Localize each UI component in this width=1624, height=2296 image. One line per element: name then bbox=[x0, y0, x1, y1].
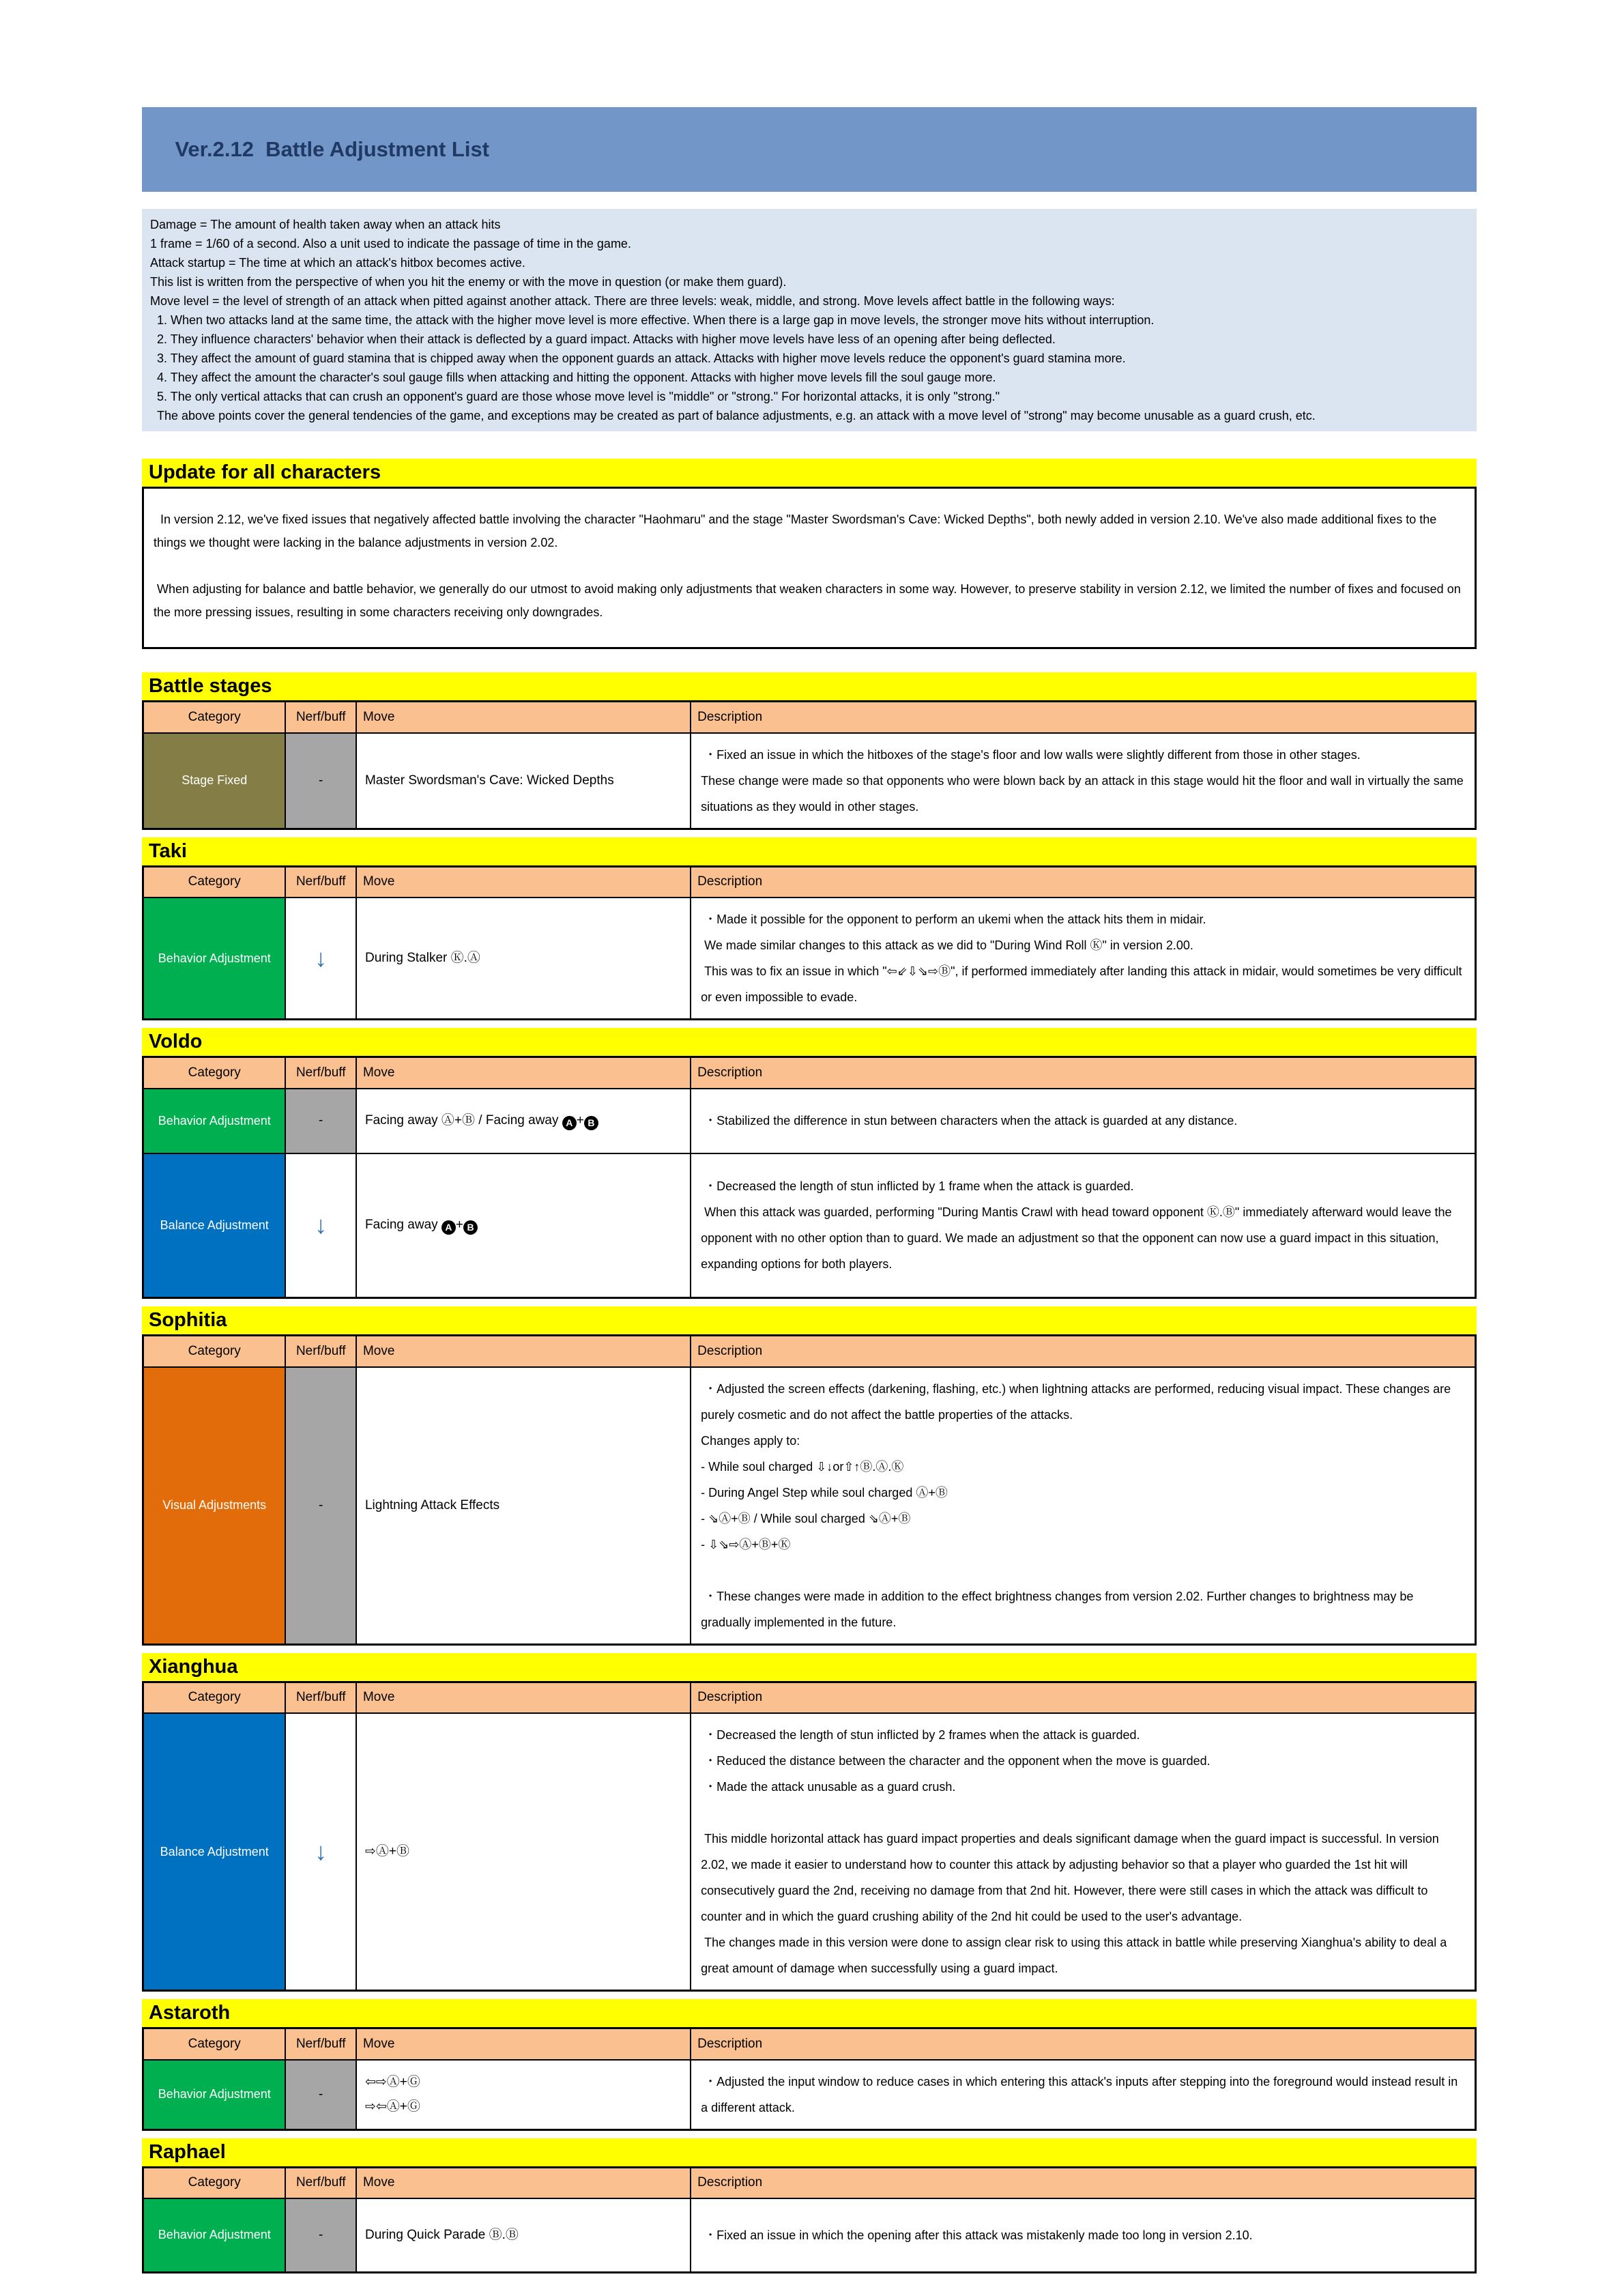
category-cell bbox=[143, 1713, 286, 1991]
column-header-description: Description bbox=[691, 2167, 1475, 2198]
move-cell bbox=[356, 1153, 691, 1298]
description-cell bbox=[691, 1089, 1475, 1153]
column-header-move: Move bbox=[356, 866, 691, 898]
section-taki bbox=[142, 837, 1477, 1021]
column-header-category: Category bbox=[143, 1682, 286, 1713]
table-row bbox=[143, 2060, 1476, 2130]
table-row bbox=[143, 1713, 1476, 1991]
description-line: When this attack was guarded, performing "During Mantis Crawl with head toward opponent Ⓚ.Ⓑ" immediately afterward would leave the opponent with no other option than to guard. We made an adjustment so that the opponent can now use a guard impact in this situation, expanding options for both players. bbox=[701, 1205, 1455, 1272]
table-header-row bbox=[143, 2167, 1476, 2198]
table-header-row bbox=[143, 1682, 1476, 1713]
description-line: ・Adjusted the input window to reduce cases in which entering this attack's inputs after stepping into the foreground would instead result in a different attack. bbox=[701, 2074, 1462, 2114]
description-line: ・Fixed an issue in which the opening after this attack was mistakenly made too long in version 2.10. bbox=[701, 2228, 1253, 2242]
table-row bbox=[143, 733, 1476, 829]
column-header-category: Category bbox=[143, 702, 286, 733]
move-cell bbox=[356, 1089, 691, 1153]
nerf-buff-value: - bbox=[319, 773, 323, 788]
column-header-category: Category bbox=[143, 866, 286, 898]
nerf-buff-value: - bbox=[319, 2227, 323, 2242]
section-sophitia bbox=[142, 1306, 1477, 1646]
intro-line: 3. They affect the amount of guard stamina that is chipped away when the opponent guards an attack. Attacks with higher move levels reduce the opponent's guard stamina more. bbox=[150, 351, 1126, 365]
description-cell bbox=[691, 1153, 1475, 1298]
move-cell bbox=[356, 1367, 691, 1645]
page-title: Ver.2.12 Battle Adjustment List bbox=[175, 137, 490, 161]
down-arrow-icon: ↓ bbox=[315, 1211, 328, 1239]
move-line: During Quick Parade Ⓑ.Ⓑ bbox=[364, 2227, 519, 2242]
table-row bbox=[143, 1367, 1476, 1645]
section-battle-stages bbox=[142, 672, 1477, 830]
section-raphael bbox=[142, 2138, 1477, 2273]
column-header-description: Description bbox=[691, 866, 1475, 898]
column-header-nerf-buff: Nerf/buff bbox=[285, 702, 356, 733]
move-line: Master Swordsman's Cave: Wicked Depths bbox=[364, 773, 614, 788]
category-label: Balance Adjustment bbox=[160, 1218, 269, 1232]
move-line: ⇨⇦Ⓐ+Ⓖ bbox=[364, 2099, 420, 2114]
table-header-row bbox=[143, 2028, 1476, 2060]
title-bar bbox=[142, 107, 1477, 192]
intro-line: 4. They affect the amount the character's soul gauge fills when attacking and hitting the opponent. Attacks with higher move levels fill the soul gauge more. bbox=[150, 371, 996, 384]
column-header-nerf-buff: Nerf/buff bbox=[285, 1057, 356, 1089]
description-line: We made similar changes to this attack as we did to "During Wind Roll Ⓚ" in version 2.00. bbox=[701, 938, 1193, 952]
section-header-raphael: Raphael bbox=[142, 2138, 1477, 2166]
nerf-buff-cell bbox=[285, 2198, 356, 2272]
adjustment-table bbox=[142, 700, 1477, 830]
character-sections bbox=[142, 672, 1477, 2273]
section-voldo bbox=[142, 1028, 1477, 1299]
category-label: Behavior Adjustment bbox=[158, 1113, 271, 1128]
move-cell bbox=[356, 2198, 691, 2272]
description-line: - During Angel Step while soul charged Ⓐ+Ⓑ bbox=[701, 1485, 948, 1499]
column-header-description: Description bbox=[691, 1682, 1475, 1713]
intro-line: 2. They influence characters' behavior when their attack is deflected by a guard impact. Attacks with higher move levels have less of an opening after being deflected. bbox=[150, 332, 1056, 346]
category-cell bbox=[143, 2060, 286, 2130]
adjustment-table bbox=[142, 1334, 1477, 1646]
column-header-nerf-buff: Nerf/buff bbox=[285, 866, 356, 898]
category-label: Behavior Adjustment bbox=[158, 2087, 271, 2101]
description-line: ・Fixed an issue in which the hitboxes of the stage's floor and low walls were slightly different from those in other stages. bbox=[701, 747, 1361, 762]
move-line: During Stalker Ⓚ.Ⓐ bbox=[364, 951, 480, 965]
description-line: - ⇩⇘⇨Ⓐ+Ⓑ+Ⓚ bbox=[701, 1537, 791, 1551]
column-header-description: Description bbox=[691, 1057, 1475, 1089]
intro-block bbox=[142, 209, 1477, 431]
adjustment-table bbox=[142, 1056, 1477, 1299]
nerf-buff-cell bbox=[285, 1367, 356, 1645]
column-header-nerf-buff: Nerf/buff bbox=[285, 2028, 356, 2060]
description-line: These change were made so that opponents who were blown back by an attack in this stage would hit the floor and wall in virtually the same situations as they would in other stages. bbox=[701, 773, 1467, 814]
adjustment-table bbox=[142, 2027, 1477, 2131]
column-header-nerf-buff: Nerf/buff bbox=[285, 1336, 356, 1367]
intro-line: The above points cover the general tendencies of the game, and exceptions may be created as part of balance adjustments, e.g. an attack with a move level of "strong" may become unusable as a guard crush, etc. bbox=[150, 409, 1316, 422]
column-header-description: Description bbox=[691, 1336, 1475, 1367]
description-cell bbox=[691, 898, 1475, 1020]
adjustment-table bbox=[142, 1681, 1477, 1992]
description-line: ・Decreased the length of stun inflicted by 1 frame when the attack is guarded. bbox=[701, 1179, 1134, 1194]
column-header-nerf-buff: Nerf/buff bbox=[285, 1682, 356, 1713]
move-line: Lightning Attack Effects bbox=[364, 1497, 500, 1512]
description-line: ・Reduced the distance between the character and the opponent when the move is guarded. bbox=[701, 1754, 1210, 1768]
category-cell bbox=[143, 898, 286, 1020]
table-row bbox=[143, 1153, 1476, 1298]
filled-a-button-icon: A bbox=[562, 1116, 577, 1130]
description-cell bbox=[691, 1367, 1475, 1645]
description-line: ・Decreased the length of stun inflicted by 2 frames when the attack is guarded. bbox=[701, 1728, 1140, 1742]
description-line: ・Adjusted the screen effects (darkening, flashing, etc.) when lightning attacks are performed, reducing visual impact. These changes are purely cosmetic and do not affect the battle properties of the attacks. bbox=[701, 1381, 1455, 1422]
column-header-move: Move bbox=[356, 2028, 691, 2060]
category-cell bbox=[143, 1367, 286, 1645]
table-row bbox=[143, 1089, 1476, 1153]
nerf-buff-cell bbox=[285, 1713, 356, 1991]
nerf-buff-value: - bbox=[319, 2086, 323, 2101]
section-header-astaroth: Astaroth bbox=[142, 1999, 1477, 2027]
description-cell bbox=[691, 733, 1475, 829]
column-header-description: Description bbox=[691, 702, 1475, 733]
category-label: Visual Adjustments bbox=[162, 1498, 267, 1512]
column-header-move: Move bbox=[356, 702, 691, 733]
description-line: This middle horizontal attack has guard impact properties and deals significant damage when the guard impact is successful. In version 2.02, we made it easier to understand how to counter this attack by adjusting behavior so that a player who guarded the 1st hit will consecutively guard the 2nd, receiving no damage from that 2nd hit. However, there were still cases in which the attack was difficult to counter and in which the guard crushing ability of the 2nd hit could be used to the user's advantage. bbox=[701, 1832, 1442, 1923]
description-line: - ⇘Ⓐ+Ⓑ / While soul charged ⇘Ⓐ+Ⓑ bbox=[701, 1511, 911, 1525]
update-section bbox=[142, 459, 1477, 649]
intro-line: 1 frame = 1/60 of a second. Also a unit used to indicate the passage of time in the game. bbox=[150, 237, 631, 250]
document-page bbox=[142, 107, 1477, 2273]
column-header-description: Description bbox=[691, 2028, 1475, 2060]
move-line: ⇨Ⓐ+Ⓑ bbox=[364, 1844, 409, 1859]
nerf-buff-value: - bbox=[319, 1497, 323, 1512]
category-label: Balance Adjustment bbox=[160, 1844, 269, 1859]
description-line bbox=[701, 1558, 1465, 1583]
intro-line: This list is written from the perspective of when you hit the enemy or with the move in question (or make them guard). bbox=[150, 275, 787, 289]
table-header-row bbox=[143, 1336, 1476, 1367]
category-cell bbox=[143, 1089, 286, 1153]
filled-b-button-icon: B bbox=[463, 1220, 478, 1235]
description-cell bbox=[691, 2060, 1475, 2130]
move-line: ⇦⇨Ⓐ+Ⓖ bbox=[364, 2074, 420, 2089]
nerf-buff-cell bbox=[285, 1153, 356, 1298]
description-line: This was to fix an issue in which "⇦⇙⇩⇘⇨Ⓑ", if performed immediately after landing this attack in midair, would sometimes be very difficult or even impossible to evade. bbox=[701, 964, 1466, 1004]
description-line: Changes apply to: bbox=[701, 1433, 800, 1448]
adjustment-table bbox=[142, 2166, 1477, 2273]
column-header-move: Move bbox=[356, 1682, 691, 1713]
move-cell bbox=[356, 2060, 691, 2130]
section-header-xianghua: Xianghua bbox=[142, 1653, 1477, 1681]
table-header-row bbox=[143, 702, 1476, 733]
filled-a-button-icon: A bbox=[441, 1220, 456, 1235]
nerf-buff-cell bbox=[285, 1089, 356, 1153]
description-cell bbox=[691, 1713, 1475, 1991]
filled-b-button-icon: B bbox=[584, 1116, 598, 1130]
column-header-move: Move bbox=[356, 2167, 691, 2198]
section-astaroth bbox=[142, 1999, 1477, 2131]
column-header-category: Category bbox=[143, 2167, 286, 2198]
category-cell bbox=[143, 1153, 286, 1298]
description-line: ・Made the attack unusable as a guard crush. bbox=[701, 1780, 956, 1794]
down-arrow-icon: ↓ bbox=[315, 944, 328, 972]
intro-line: 1. When two attacks land at the same time, the attack with the higher move level is more effective. When there is a large gap in move levels, the stronger move hits without interruption. bbox=[150, 313, 1155, 327]
intro-line: 5. The only vertical attacks that can crush an opponent's guard are those whose move level is "middle" or "strong." For horizontal attacks, it is only "strong." bbox=[150, 390, 1000, 403]
table-row bbox=[143, 2198, 1476, 2272]
nerf-buff-cell bbox=[285, 2060, 356, 2130]
column-header-nerf-buff: Nerf/buff bbox=[285, 2167, 356, 2198]
nerf-buff-cell bbox=[285, 733, 356, 829]
description-line: ・Stabilized the difference in stun between characters when the attack is guarded at any distance. bbox=[701, 1114, 1238, 1128]
intro-line: Damage = The amount of health taken away when an attack hits bbox=[150, 218, 501, 231]
table-header-row bbox=[143, 866, 1476, 898]
section-header-sophitia: Sophitia bbox=[142, 1306, 1477, 1334]
description-line: - While soul charged ⇩↓or⇧↑Ⓑ.Ⓐ.Ⓚ bbox=[701, 1459, 904, 1474]
section-header-voldo: Voldo bbox=[142, 1028, 1477, 1056]
intro-line: Attack startup = The time at which an attack's hitbox becomes active. bbox=[150, 256, 525, 270]
nerf-buff-value: - bbox=[319, 1113, 323, 1128]
category-label: Behavior Adjustment bbox=[158, 951, 271, 965]
move-cell bbox=[356, 733, 691, 829]
section-xianghua bbox=[142, 1653, 1477, 1992]
category-cell bbox=[143, 733, 286, 829]
table-header-row bbox=[143, 1057, 1476, 1089]
move-line: Facing away Ⓐ+Ⓑ / Facing away A + B bbox=[365, 1108, 682, 1133]
category-label: Behavior Adjustment bbox=[158, 2228, 271, 2242]
nerf-buff-cell bbox=[285, 898, 356, 1020]
update-paragraph: When adjusting for balance and battle behavior, we generally do our utmost to avoid making only adjustments that weaken characters in some way. However, to preserve stability in version 2.12, we limited the number of fixes and focused on the more pressing issues, resulting in some characters receiving only downgrades. bbox=[154, 582, 1464, 619]
move-line: Facing away A + B bbox=[365, 1213, 682, 1237]
section-header-battle-stages: Battle stages bbox=[142, 672, 1477, 700]
column-header-category: Category bbox=[143, 2028, 286, 2060]
description-line: ・These changes were made in addition to the effect brightness changes from version 2.02. Further changes to brightness may be gradually implemented in the future. bbox=[701, 1589, 1417, 1629]
category-cell bbox=[143, 2198, 286, 2272]
column-header-category: Category bbox=[143, 1336, 286, 1367]
section-header-update-for-all-characters: Update for all characters bbox=[142, 459, 1477, 487]
move-cell bbox=[356, 898, 691, 1020]
move-cell bbox=[356, 1713, 691, 1991]
description-line: The changes made in this version were done to assign clear risk to using this attack in battle while preserving Xianghua's ability to deal a great amount of damage when successfully using a guard impact. bbox=[701, 1936, 1451, 1975]
down-arrow-icon: ↓ bbox=[315, 1837, 328, 1865]
column-header-move: Move bbox=[356, 1057, 691, 1089]
update-box bbox=[142, 487, 1477, 649]
intro-line: Move level = the level of strength of an attack when pitted against another attack. There are three levels: weak, middle, and strong. Move levels affect battle in the following ways: bbox=[150, 294, 1115, 308]
column-header-move: Move bbox=[356, 1336, 691, 1367]
description-line: ・Made it possible for the opponent to perform an ukemi when the attack hits them in midair. bbox=[701, 913, 1206, 926]
description-cell bbox=[691, 2198, 1475, 2272]
column-header-category: Category bbox=[143, 1057, 286, 1089]
description-line bbox=[701, 1800, 1465, 1826]
category-label: Stage Fixed bbox=[182, 773, 248, 787]
table-row bbox=[143, 898, 1476, 1020]
adjustment-table bbox=[142, 865, 1477, 1021]
section-header-taki: Taki bbox=[142, 837, 1477, 865]
update-paragraph: In version 2.12, we've fixed issues that negatively affected battle involving the character "Haohmaru" and the stage "Master Swordsman's Cave: Wicked Depths", both newly added in version 2.10. We've also made additional fixes to the things we thought were lacking in the balance adjustments in version 2.02. bbox=[154, 513, 1440, 549]
